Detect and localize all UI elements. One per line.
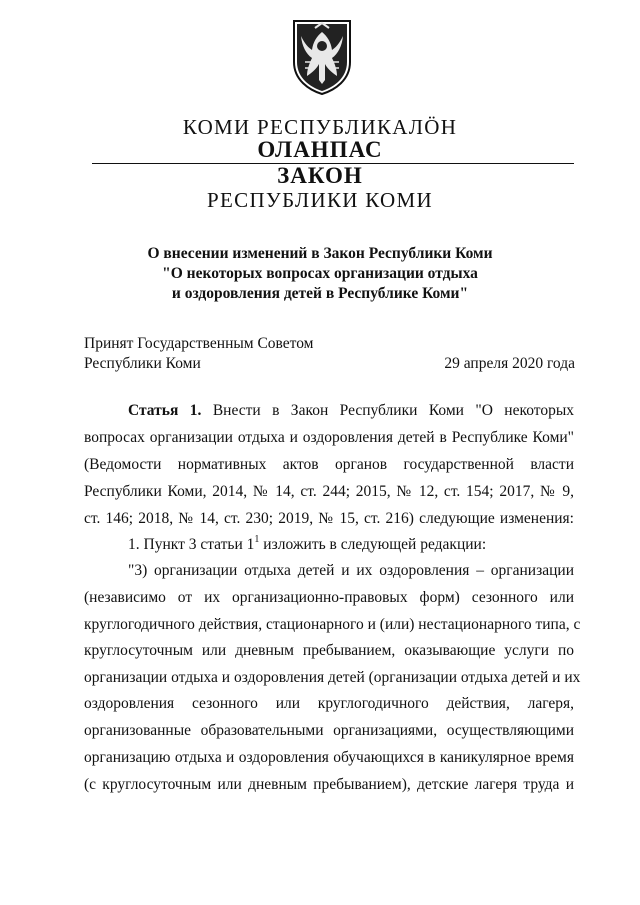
body-line: организации отдыха и оздоровления детей (организации отдыха детей и их <box>84 669 581 686</box>
adoption-date: 29 апреля 2020 года <box>444 355 575 372</box>
adoption-line-2: Республики Коми <box>84 355 201 372</box>
header-olanpas: ОЛАНПАС <box>257 137 383 162</box>
body-line: (Ведомости нормативных актов органов государственной власти <box>84 456 574 473</box>
body-line: 1. Пункт 3 статьи $1^1$ изложить в следующей редакции: <box>128 534 487 553</box>
body-line: (с круглосуточным или дневным пребыванием), детские лагеря труда и <box>84 776 574 793</box>
adoption-line-1: Принят Государственным Советом <box>84 335 314 352</box>
header-zakon: ЗАКОН <box>277 163 363 188</box>
body-line: организацию отдыха и оздоровления обучающихся в каникулярное время <box>84 749 574 766</box>
komi-coat-of-arms-icon <box>291 18 353 96</box>
adoption-note <box>84 334 314 374</box>
body-line: ст. 146; 2018, № 14, ст. 230; 2019, № 15, ст. 216) следующие изменения: <box>84 510 574 527</box>
law-title-line: и оздоровления детей в Республике Коми" <box>171 285 469 302</box>
header-republic: РЕСПУБЛИКИ КОМИ <box>207 188 433 212</box>
body-line: Республики Коми, 2014, № 14, ст. 244; 2015, № 12, ст. 154; 2017, № 9, <box>84 483 574 500</box>
body-line: (независимо от их организационно-правовых форм) сезонного или <box>84 589 574 606</box>
law-title-line: О внесении изменений в Закон Республики Коми <box>147 245 493 262</box>
body-line: круглосуточным или дневным пребыванием, оказывающие услуги по <box>84 642 574 659</box>
body-line: Статья 1. Внести в Закон Республики Коми "О некоторых <box>128 402 575 419</box>
law-title <box>0 244 640 304</box>
body-line: организованные образовательными организациями, осуществляющими <box>84 722 574 739</box>
body-line: вопросах организации отдыха и оздоровления детей в Республике Коми" <box>84 429 574 446</box>
body-line: круглогодичного действия, стационарного и (или) нестационарного типа, с <box>84 616 581 633</box>
article-label: Статья 1. <box>128 402 202 419</box>
law-title-line: "О некоторых вопросах организации отдыха <box>162 265 478 282</box>
body-line: "3) организации отдыха детей и их оздоровления – организации <box>128 562 574 579</box>
body-line: оздоровления сезонного или круглогодичного действия, лагеря, <box>84 695 574 712</box>
header-komi-line: КОМИ РЕСПУБЛИКАЛÖН <box>182 115 458 139</box>
